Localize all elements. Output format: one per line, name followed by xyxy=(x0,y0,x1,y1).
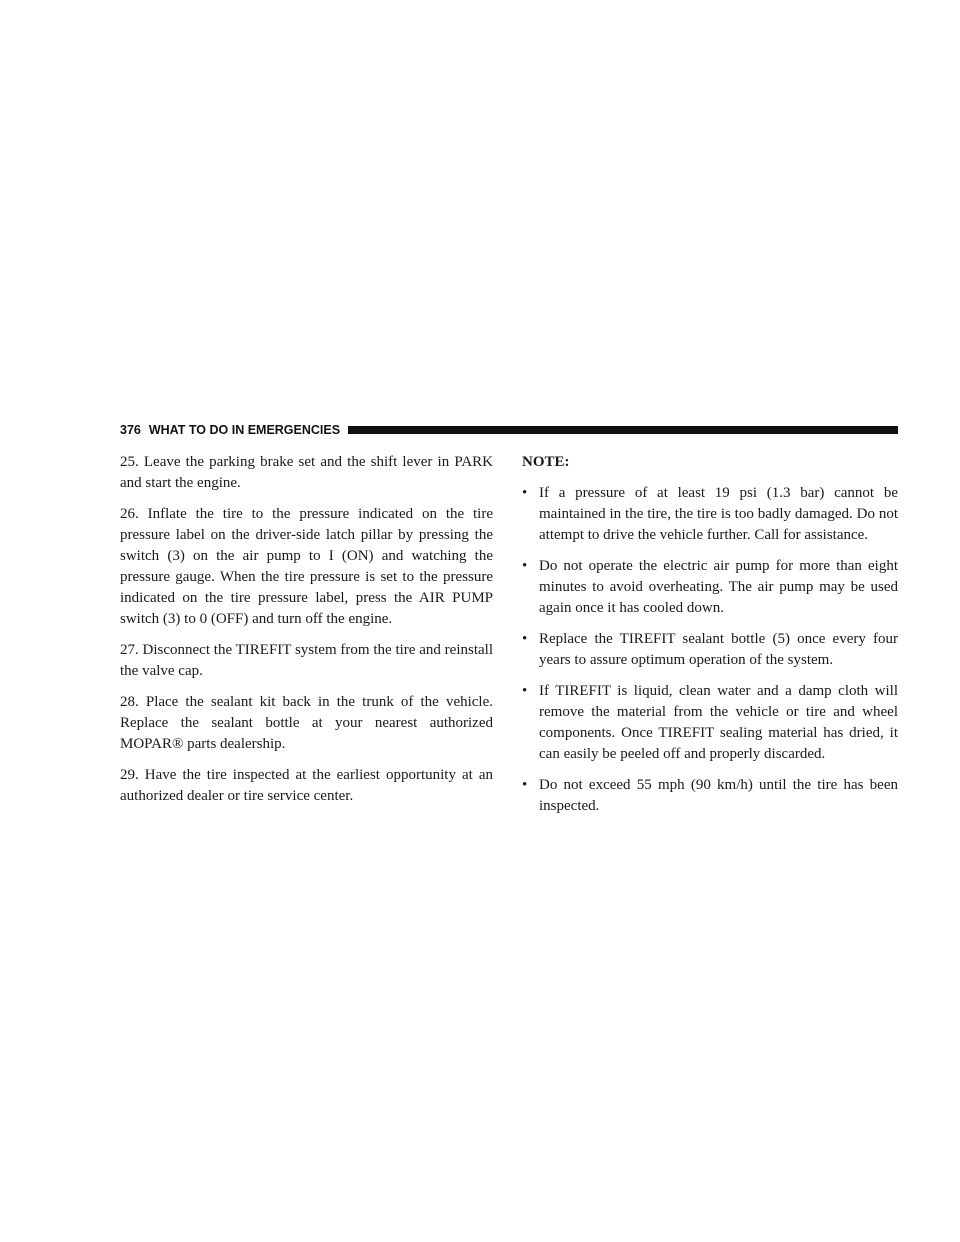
bullet-text: If TIREFIT is liquid, clean water and a damp cloth will remove the material from the vehicle or tire and wheel components. Once TIREFIT sealing material has dried, it can easily be peeled off and properly discarded. xyxy=(539,683,898,762)
bullet-text: If a pressure of at least 19 psi (1.3 bar) cannot be maintained in the tire, the tire is too badly damaged. Do not attempt to drive the vehicle further. Call for assistance. xyxy=(539,485,898,543)
bullet-icon: • xyxy=(522,558,528,574)
bullet-icon: • xyxy=(522,485,528,501)
note-heading: NOTE: xyxy=(522,454,570,470)
left-column xyxy=(120,452,493,817)
bullet-text: Do not exceed 55 mph (90 km/h) until the tire has been inspected. xyxy=(539,777,898,814)
step-28: 28. Place the sealant kit back in the trunk of the vehicle. Replace the sealant bottle at your nearest authorized MOPAR® parts dealership. xyxy=(120,694,493,752)
right-column xyxy=(522,452,898,827)
section-title: WHAT TO DO IN EMERGENCIES xyxy=(148,423,341,437)
list-item xyxy=(522,483,898,546)
step-25: 25. Leave the parking brake set and the shift lever in PARK and start the engine. xyxy=(120,454,493,491)
list-item xyxy=(522,775,898,817)
bullet-text: Replace the TIREFIT sealant bottle (5) once every four years to assure optimum operation of the system. xyxy=(539,631,898,668)
bullet-icon: • xyxy=(522,683,528,699)
bullet-icon: • xyxy=(522,631,528,647)
list-item xyxy=(522,629,898,671)
step-27: 27. Disconnect the TIREFIT system from the tire and reinstall the valve cap. xyxy=(120,642,493,679)
header-rule xyxy=(348,426,898,434)
page-number: 376 xyxy=(120,423,141,437)
list-item xyxy=(522,681,898,765)
bullet-text: Do not operate the electric air pump for more than eight minutes to avoid overheating. The air pump may be used again once it has cooled down. xyxy=(539,558,898,616)
page-header xyxy=(120,422,898,438)
step-29: 29. Have the tire inspected at the earliest opportunity at an authorized dealer or tire service center. xyxy=(120,767,493,804)
bullet-icon: • xyxy=(522,777,528,793)
list-item xyxy=(522,556,898,619)
step-26: 26. Inflate the tire to the pressure indicated on the tire pressure label on the driver-side latch pillar by pressing the switch (3) on the air pump to I (ON) and watching the pressure gauge. When the tire pressure is set to the pressure indicated on the tire pressure label, press the AIR PUMP switch (3) to 0 (OFF) and turn off the engine. xyxy=(120,506,493,627)
note-bullet-list xyxy=(522,483,898,817)
